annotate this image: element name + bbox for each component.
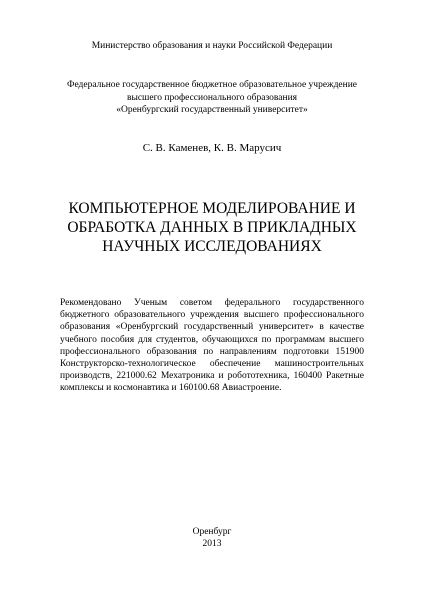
recommendation-line (60, 358, 364, 370)
title-line: КОМПЬЮТЕРНОЕ МОДЕЛИРОВАНИЕ И (68, 200, 356, 217)
institution-line: Федеральное государственное бюджетное образовательное учреждение (66, 80, 358, 90)
word: образовательного (114, 310, 186, 321)
word: профессионального (283, 310, 364, 321)
word: Мехатроника (160, 371, 215, 382)
word: 221000.62 (116, 371, 157, 382)
title-line: ОБРАБОТКА ДАННЫХ В ПРИКЛАДНЫХ (67, 219, 357, 236)
word: образования (60, 322, 111, 333)
recommendation-line (60, 297, 364, 309)
word: бюджетного (60, 310, 110, 321)
word: «Оренбургский (115, 322, 179, 333)
word: по (261, 334, 272, 345)
recommendation-line (60, 370, 364, 382)
word: подготовки (283, 346, 329, 357)
word: и (218, 371, 224, 382)
word: профессионального (60, 346, 141, 357)
publication-year: 2013 (202, 539, 222, 549)
word: советом (179, 298, 213, 308)
word: 160400 (293, 371, 322, 382)
authors: С. В. Каменев, К. В. Марусич (142, 142, 282, 154)
word: в (319, 322, 324, 333)
word: направлениям (219, 346, 277, 357)
word: Рекомендовано (60, 298, 122, 308)
word: Ракетные (326, 371, 364, 382)
word: государственный (183, 322, 254, 333)
word: 151900 (335, 346, 364, 357)
word: Конструкторско-технологическое (60, 359, 196, 370)
word: образования (146, 346, 197, 357)
word: учреждения (190, 310, 239, 321)
recommendation-line (60, 321, 364, 333)
word: Ученым (134, 298, 168, 308)
word: учебного (60, 334, 97, 345)
word: государственного (292, 298, 364, 308)
word: пособия (100, 334, 135, 345)
word: высшего (243, 310, 279, 321)
recommendation-line (60, 309, 364, 321)
recommendation-line (60, 334, 364, 346)
word: студентов, (155, 334, 199, 345)
institution-line: высшего профессионального образования (126, 92, 298, 103)
institution-line: «Оренбургский государственный университет» (116, 105, 308, 115)
word: производств, (60, 371, 113, 382)
word: обеспечение (209, 359, 261, 370)
word: федерального (224, 298, 281, 308)
word: обучающихся (202, 334, 258, 345)
word: высшего (328, 334, 364, 345)
title-line: НАУЧНЫХ ИССЛЕДОВАНИЯХ (102, 238, 322, 255)
word: по (203, 346, 214, 357)
book-title (20, 199, 404, 256)
word: машиностроительных (274, 359, 364, 370)
recommendation-line (60, 346, 364, 358)
recommendation-line: комплексы и космонавтика и 160100.68 Авиастроение. (60, 383, 282, 394)
word: для (138, 334, 153, 345)
word: качестве (329, 322, 364, 333)
publication-city: Оренбург (192, 527, 232, 537)
institution-block (0, 79, 424, 117)
recommendation-text (60, 297, 364, 395)
word: робототехника, (227, 371, 290, 382)
word: университет» (258, 322, 314, 333)
ministry-name: Министерство образования и науки Российской Федерации (91, 41, 333, 51)
word: программам (275, 334, 326, 345)
